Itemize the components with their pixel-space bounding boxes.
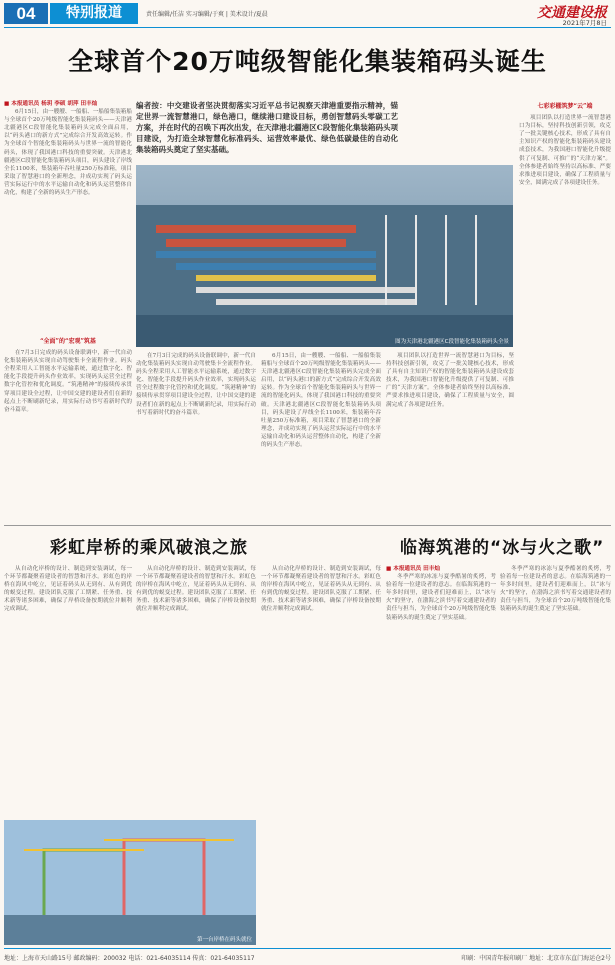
middle-column-2 — [261, 352, 381, 520]
article-paragraph: 冬季严寒的冰冻与夏季酷暑的炙烤，考验着每一位建设者的意志。在临海筑港的一年多时间里，建设者们迎难而上，以“冰与火”的坚守，在渤海之滨书写着交通建设者的责任与担当，为全球首个20万吨级智能化集装箱码头的诞生奠定了坚实基础。 — [500, 566, 611, 613]
article-paragraph: 从自动化岸桥的设计、制造到安装调试，每一个环节都凝聚着建设者的智慧和汗水。彩虹色的岸桥在海风中屹立，见证着码头从无到有、从有到优的蜕变过程。建设团队克服了工期紧、任务重、技术新等诸多困难，确保了岸桥设备按期就位并顺利完成调试。 — [261, 566, 381, 613]
footer-address: 地址：上海市天山路15号 邮政编码：200032 电话：021-64035114 传真：021-64035117 — [4, 955, 255, 962]
bottom-left-headline: 彩虹岸桥的乘风破浪之旅 — [50, 538, 248, 558]
port-photo-illustration — [136, 165, 513, 347]
right-column — [519, 100, 611, 520]
crane-photo — [4, 820, 256, 945]
section-title: 特别报道 — [50, 3, 138, 24]
page-footer — [4, 953, 611, 962]
footer-rule — [4, 948, 611, 949]
article-paragraph: 冬季严寒的冰冻与夏季酷暑的炙烤，考验着每一位建设者的意志。在临海筑港的一年多时间里，建设者们迎难而上，以“冰与火”的坚守，在渤海之滨书写着交通建设者的责任与担当，为全球首个20万吨级智能化集装箱码头的诞生奠定了坚实基础。 — [386, 574, 496, 621]
article-paragraph: 在7月3日完成的码头设备联调中，新一代自动化集装箱码头实现自动驾驶集卡全流程作业。码头全程采用人工智能水平运输系统，通过数字化、智能化手段提升码头作业效率，实现码头运营全过程数字化管控和优化调度。“筑港精神”的接续传承贯穿项目建设全过程，让中国交建的建设者们在新的起点上不断刷新纪录，用实际行动书写着新时代的奋斗篇章。 — [136, 353, 256, 416]
article-paragraph: 在7月3日完成的码头设备联调中，新一代自动化集装箱码头实现自动驾驶集卡全流程作业。码头全程采用人工智能水平运输系统，通过数字化、智能化手段提升码头作业效率，实现码头运营全过程数字化管控和优化调度。“筑港精神”的接续传承贯穿项目建设全过程，让中国交建的建设者们在新的起点上不断刷新纪录，用实际行动书写着新时代的奋斗篇章。 — [4, 350, 132, 413]
article-paragraph: 6月15日，由一艘艘、一船船、一船船集装箱船与全球首个20万吨级智能化集装箱码头——天津港北疆港区C段智能化集装箱码头完成全面启用，以“码头港口的新方式”完成综合开发高效运转。作为全球首个智能化集装箱码头与世界一流的智能化码头，体现了我国港口科技的重要突破。天津港北疆港区C段智能化集装箱码头项目，码头建设了岸线全长1100米，集装箱年吞吐量250万标准箱，项目采取了智慧港口的全新理念，并成功实现了码头运营实际运行中的水平运输自动化和码头运营整体自动化，构建了全新的码头生产形态。 — [261, 353, 381, 449]
subhead: “全面”的“宏观”筑基 — [40, 338, 96, 345]
article-paragraph: 项目团队以打造世界一流智慧港口为目标，坚持科技创新引领，攻克了一批关键核心技术，形成了具有自主知识产权的智能化集装箱码头建设成套技术，为我国港口智能化升级提供了可复制、可推广的“天津方案”。全体参建者始终坚持以高标准、严要求推进项目建设，确保了工程质量与安全，圆满完成了各项建设任务。 — [519, 115, 611, 186]
header-rule — [4, 27, 611, 28]
editors-note: 编者按：中交建设者坚决贯彻落实习近平总书记视察天津港重要指示精神，锚定世界一流智慧港口，绿色港口，继续港口建设目标，勇创智慧码头零碳工艺方案，并在时代的召唤下再次出发，在天津港北疆港区C段智能化集装箱码头项目建设，为打造全球智慧化标准码头、运营效率最优、绿色低碳最佳的自动化集装箱码头奠定了坚实基础。 — [136, 101, 398, 154]
editors-line: 责任编辑/任洁 实习编辑/于爽 | 美术设计/夏晨 — [146, 11, 268, 18]
article-paragraph: 从自动化岸桥的设计、制造到安装调试，每一个环节都凝聚着建设者的智慧和汗水。彩虹色的岸桥在海风中屹立，见证着码头从无到有、从有到优的蜕变过程。建设团队克服了工期紧、任务重、技术新等诸多困难，确保了岸桥设备按期就位并顺利完成调试。 — [4, 566, 132, 613]
photo-caption: 第一台岸桥在码头就位 — [196, 937, 252, 943]
masthead: 交通建设报 — [537, 5, 607, 21]
main-headline: 全球首个20万吨级智能化集装箱码头诞生 — [68, 47, 547, 76]
subhead: 七彩彩棚筑梦“云”端 — [537, 103, 593, 110]
port-aerial-photo — [136, 165, 513, 347]
page-number: 04 — [4, 3, 48, 24]
article-paragraph: 6月15日，由一艘艘、一船船、一船船集装箱船与全球首个20万吨级智能化集装箱码头——天津港北疆港区C段智能化集装箱码头完成全面启用，以“码头港口的新方式”完成综合开发高效运转。作为全球首个智能化集装箱码头与世界一流的智能化码头，体现了我国港口科技的重要突破。天津港北疆港区C段智能化集装箱码头项目，码头建设了岸线全长1100米，集装箱年吞吐量250万标准箱，项目采取了智慧港口的全新理念，并成功实现了码头运营实际运行中的水平运输自动化和码头运营整体自动化，构建了全新的码头生产形态。 — [4, 109, 132, 197]
bottom-right-column-1 — [386, 565, 496, 945]
bottom-right-headline: 临海筑港的“冰与火之歌” — [400, 538, 605, 558]
bottom-left-column-3 — [261, 565, 381, 945]
middle-column-1 — [136, 352, 256, 520]
left-column — [4, 100, 132, 330]
bottom-right-column-2 — [500, 565, 611, 945]
article-paragraph: 项目团队以打造世界一流智慧港口为目标，坚持科技创新引领，攻克了一批关键核心技术，形成了具有自主知识产权的智能化集装箱码头建设成套技术，为我国港口智能化升级提供了可复制、可推广的“天津方案”。全体参建者始终坚持以高标准、严要求推进项目建设，确保了工程质量与安全，圆满完成了各项建设任务。 — [386, 353, 514, 408]
crane-photo-illustration — [4, 820, 256, 945]
section-divider — [4, 525, 611, 526]
middle-column-3 — [386, 352, 514, 520]
issue-date: 2021年7月8日 — [562, 19, 607, 27]
byline: ■ 本报通讯员 杨玥 李硕 胡萍 田丰灿 — [4, 101, 98, 107]
page-header — [0, 0, 615, 26]
byline: ■ 本报通讯员 田丰灿 — [386, 566, 440, 572]
footer-printer: 印刷：中国青年报印刷厂 地址：北京市东直门海运仓2号 — [461, 955, 611, 962]
photo-caption: 图为天津港北疆港区C段智能化集装箱码头全景 — [395, 339, 509, 345]
article-paragraph: 从自动化岸桥的设计、制造到安装调试，每一个环节都凝聚着建设者的智慧和汗水。彩虹色的岸桥在海风中屹立，见证着码头从无到有、从有到优的蜕变过程。建设团队克服了工期紧、任务重、技术新等诸多困难，确保了岸桥设备按期就位并顺利完成调试。 — [136, 566, 256, 613]
